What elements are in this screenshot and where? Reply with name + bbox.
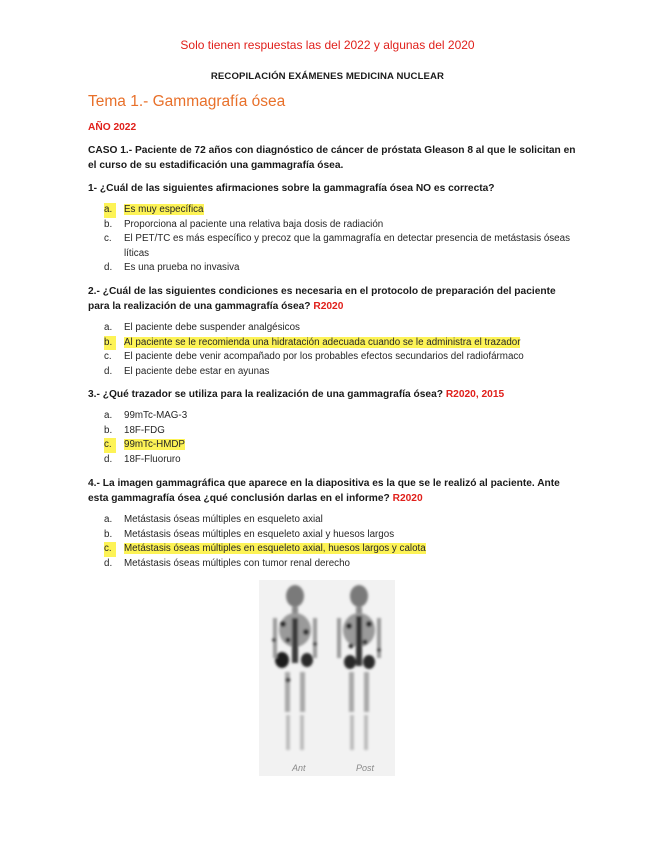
option-4d — [104, 557, 574, 572]
question-3 — [88, 387, 578, 402]
option-letter: d. — [104, 365, 113, 377]
option-text: 99mTc-HMDP — [124, 439, 185, 451]
option-4c — [104, 542, 574, 557]
option-text: Es muy específica — [124, 204, 204, 215]
option-letter: a. — [104, 322, 113, 333]
option-text: El PET/TC es más específico y precoz que la gammagrafía en detectar presencia de metástasis óseas líticas — [124, 233, 570, 259]
anterior-label: Ant — [292, 763, 306, 773]
section-heading: Tema 1.- Gammagrafía ósea — [88, 93, 286, 110]
question-1 — [88, 181, 578, 196]
option-letter: a. — [104, 203, 116, 218]
option-2c — [104, 350, 574, 365]
option-4a — [104, 513, 574, 528]
option-2d — [104, 365, 574, 380]
option-text: El paciente debe suspender analgésicos — [124, 322, 300, 333]
question-2-text: 2.- ¿Cuál de las siguientes condiciones es necesaria en el protocolo de preparación del paciente para la realización de una gammagrafía ósea? — [88, 286, 556, 312]
option-letter: d. — [104, 262, 113, 274]
posterior-label: Post — [356, 763, 375, 773]
question-3-text: 3.- ¿Qué trazador se utiliza para la realización de una gammagrafía ósea? — [88, 389, 443, 400]
question-4 — [88, 476, 578, 506]
option-letter: c. — [104, 233, 112, 245]
option-1b — [104, 218, 574, 233]
option-letter: b. — [104, 528, 113, 540]
option-4b — [104, 528, 574, 543]
option-3d — [104, 453, 574, 468]
option-text: Al paciente se le recomienda una hidratación adecuada cuando se le administra el trazador — [124, 336, 521, 348]
option-text: Metástasis óseas múltiples en esqueleto axial y huesos largos — [124, 528, 395, 540]
option-letter: c. — [104, 438, 116, 453]
option-text: Metástasis óseas múltiples en esqueleto axial — [124, 514, 323, 525]
option-letter: a. — [104, 514, 113, 525]
option-text: Es una prueba no invasiva — [124, 262, 240, 274]
case-description: CASO 1.- Paciente de 72 años con diagnóstico de cáncer de próstata Gleason 8 al que le solicitan en el curso de su estadificación una gammagrafía ósea. — [88, 145, 576, 171]
option-text: Metástasis óseas múltiples en esqueleto axial, huesos largos y calota — [124, 543, 426, 555]
option-letter: b. — [104, 336, 116, 351]
option-1d — [104, 261, 574, 276]
question-3-ref: R2020, 2015 — [445, 389, 505, 400]
question-1-text: 1- ¿Cuál de las siguientes afirmaciones sobre la gammagrafía ósea NO es correcta? — [88, 183, 495, 194]
option-3a — [104, 409, 574, 424]
option-letter: a. — [104, 410, 113, 421]
option-letter: d. — [104, 557, 113, 569]
question-1-options — [104, 203, 574, 276]
option-text: Metástasis óseas múltiples con tumor renal derecho — [124, 557, 350, 569]
option-2b — [104, 336, 574, 351]
option-letter: b. — [104, 424, 113, 436]
option-text: 18F-Fluoruro — [124, 453, 181, 465]
option-text: El paciente debe estar en ayunas — [124, 365, 270, 377]
option-1a — [104, 203, 574, 218]
question-2 — [88, 284, 578, 314]
option-text: El paciente debe venir acompañado por los probables efectos secundarios del radiofármaco — [124, 351, 524, 363]
option-1c — [104, 232, 574, 261]
option-letter: d. — [104, 453, 113, 465]
option-letter: b. — [104, 218, 113, 230]
answers-notice: Solo tienen respuestas las del 2022 y algunas del 2020 — [180, 38, 475, 52]
question-4-text: 4.- La imagen gammagráfica que aparece en la diapositiva es la que se le realizó al paciente. Ante esta gammagrafía ósea ¿qué conclusión darlas en el informe? — [88, 478, 560, 504]
question-4-ref: R2020 — [392, 493, 423, 504]
option-text: Proporciona al paciente una relativa baja dosis de radiación — [124, 218, 384, 230]
question-2-ref: R2020 — [313, 301, 344, 312]
question-3-options — [104, 409, 574, 467]
option-text: 18F-FDG — [124, 424, 165, 436]
year-heading: AÑO 2022 — [88, 122, 137, 133]
option-2a — [104, 321, 574, 336]
question-2-options — [104, 321, 574, 379]
document-title: RECOPILACIÓN EXÁMENES MEDICINA NUCLEAR — [210, 71, 445, 82]
question-4-options — [104, 513, 574, 571]
option-letter: c. — [104, 542, 116, 557]
option-letter: c. — [104, 351, 112, 363]
bone-scan-image — [259, 580, 395, 776]
option-text: 99mTc-MAG-3 — [124, 410, 188, 421]
option-3c — [104, 438, 574, 453]
option-3b — [104, 424, 574, 439]
